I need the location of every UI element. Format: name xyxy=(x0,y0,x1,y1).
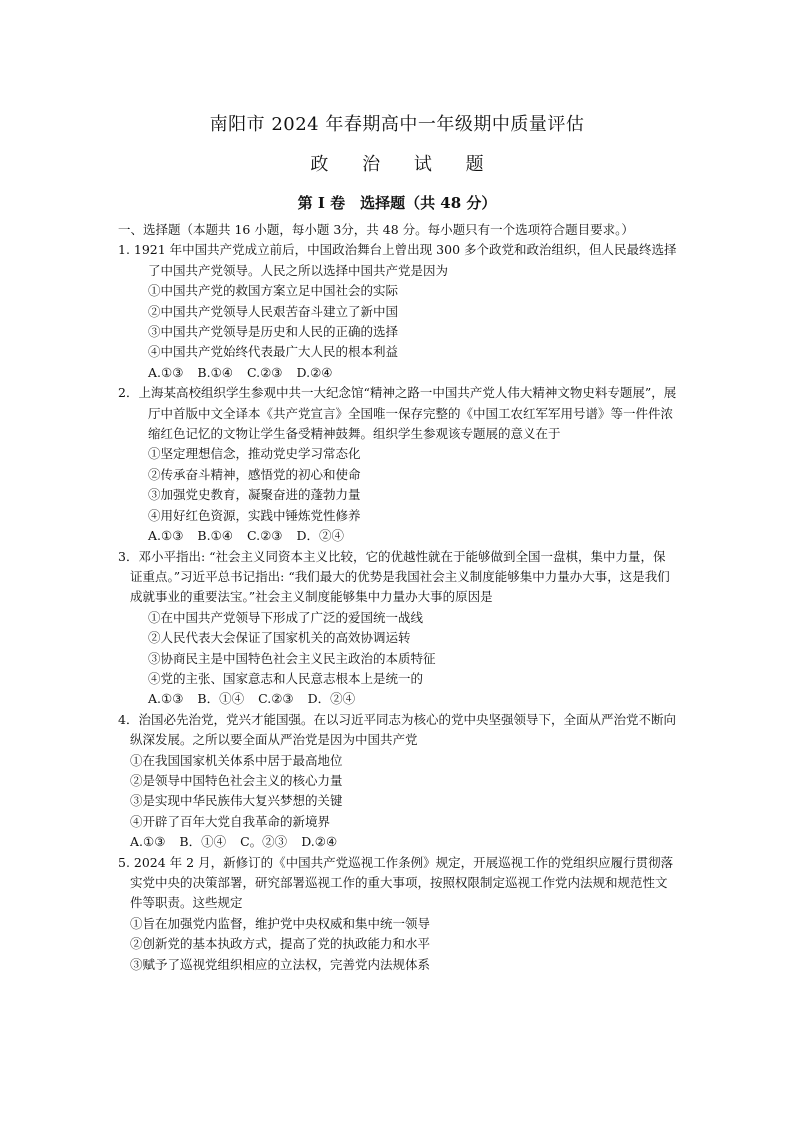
answer-b: B.①④ xyxy=(197,364,233,380)
question-1 xyxy=(118,240,678,383)
answer-b: B.①④ xyxy=(197,528,233,544)
exam-subject: 政 治 试 题 xyxy=(310,154,498,175)
answer-choices xyxy=(118,363,678,383)
option-4: ④中国共产党始终代表最广大人民的根本利益 xyxy=(148,344,399,360)
question-2 xyxy=(118,383,678,546)
question-stem: 2．上海某高校组织学生参观中共一大纪念馆“精神之路一中国共产党人伟大精神文物史料专题展”，展厅中首版中文全译本《共产党宣言》全国唯一保存完整的《中国工农红军军用号谱》等一件件浓缩红色记忆的文物让学生备受精神鼓舞。组织学生参观该专题展的意义在于 xyxy=(118,385,677,442)
answer-b: B．①④ xyxy=(197,691,245,707)
option-1: ①坚定理想信念，推动党史学习常态化 xyxy=(148,446,361,462)
exam-title: 南阳市 2024 年春期高中一年级期中质量评估 xyxy=(209,114,585,135)
option-2: ②人民代表大会保证了国家机关的高效协调运转 xyxy=(148,630,411,646)
answer-choices xyxy=(118,526,678,546)
answer-a: A.①③ xyxy=(148,528,184,544)
option-4: ④用好红色资源，实践中锤炼党性修养 xyxy=(148,507,361,523)
question-3 xyxy=(118,547,678,710)
option-3: ③是实现中华民族伟大复兴梦想的关键 xyxy=(130,793,343,809)
question-content xyxy=(118,220,678,975)
section-instruction: 一、选择题（本题共 16 小题，每小题 3分，共 48 分。每小题只有一个选项符合题目要求。） xyxy=(118,222,634,237)
answer-d: D.②④ xyxy=(296,364,333,380)
answer-a: A.①③ xyxy=(130,834,166,850)
answer-c: C。②③ xyxy=(240,834,288,850)
question-5 xyxy=(118,853,678,975)
option-1: ①旨在加强党内监督，维护党中央权威和集中统一领导 xyxy=(130,915,431,931)
answer-c: C.②③ xyxy=(247,364,283,380)
question-stem: 1. 1921 年中国共产党成立前后，中国政治舞台上曾出现 300 多个政党和政治组织，但人民最终选择了中国共产党领导。人民之所以选择中国共产党是因为 xyxy=(118,242,677,278)
option-2: ②创新党的基本执政方式，提高了党的执政能力和水平 xyxy=(130,936,431,952)
option-2: ②中国共产党领导人民艰苦奋斗建立了新中国 xyxy=(148,303,399,319)
option-3: ③中国共产党领导是历史和人民的正确的选择 xyxy=(148,324,399,340)
answer-d: D．②④ xyxy=(307,691,356,707)
answer-a: A.①③ xyxy=(148,691,184,707)
answer-choices xyxy=(118,689,678,709)
answer-a: A.①③ xyxy=(148,364,184,380)
option-2: ②传承奋斗精神，感悟党的初心和使命 xyxy=(148,466,361,482)
option-4: ④开辟了百年大党自我革命的新境界 xyxy=(130,813,331,829)
answer-d: D．②④ xyxy=(296,528,345,544)
question-stem: 3．邓小平指出: “社会主义同资本主义比较，它的优越性就在于能够做到全国一盘棋，集中力量，保证重点。”习近平总书记指出: “我们最大的优势是我国社会主义制度能够集中力量办大事，这是我们成就事业的重要法宝。”社会主义制度能够集中力量办大事的原因是 xyxy=(118,548,670,605)
question-4 xyxy=(118,710,678,853)
option-4: ④党的主张、国家意志和人民意志根本上是统一的 xyxy=(148,670,424,686)
option-3: ③协商民主是中国特色社会主义民主政治的本质特征 xyxy=(148,650,436,666)
question-stem: 4．治国必先治党，党兴才能国强。在以习近平同志为核心的党中央坚强领导下，全面从严治党不断向纵深发展。之所以要全面从严治党是因为中国共产党 xyxy=(118,711,676,748)
answer-d: D.②④ xyxy=(301,834,338,850)
option-3: ③加强党史教育，凝聚奋进的蓬勃力量 xyxy=(148,487,361,503)
option-3: ③赋予了巡视党组织相应的立法权，完善党内法规体系 xyxy=(130,956,431,972)
option-2: ②是领导中国特色社会主义的核心力量 xyxy=(130,772,343,788)
answer-b: B．①④ xyxy=(179,834,227,850)
option-1: ①在中国共产党领导下形成了广泛的爱国统一战线 xyxy=(148,609,424,625)
option-1: ①在我国国家机关体系中居于最高地位 xyxy=(130,752,343,768)
answer-c: C.②③ xyxy=(247,528,283,544)
answer-c: C.②③ xyxy=(258,691,294,707)
answer-choices xyxy=(118,832,678,852)
question-stem: 5. 2024 年 2 月，新修订的《中国共产党巡视工作条例》规定，开展巡视工作的党组织应履行贯彻落实党中央的决策部署，研究部署巡视工作的重大事项，按照权限制定巡视工作党内法规和规范性文件等职责。这些规定 xyxy=(118,854,674,911)
option-1: ①中国共产党的救国方案立足中国社会的实际 xyxy=(148,283,399,299)
part-heading: 第 I 卷 选择题（共 48 分） xyxy=(297,194,497,212)
